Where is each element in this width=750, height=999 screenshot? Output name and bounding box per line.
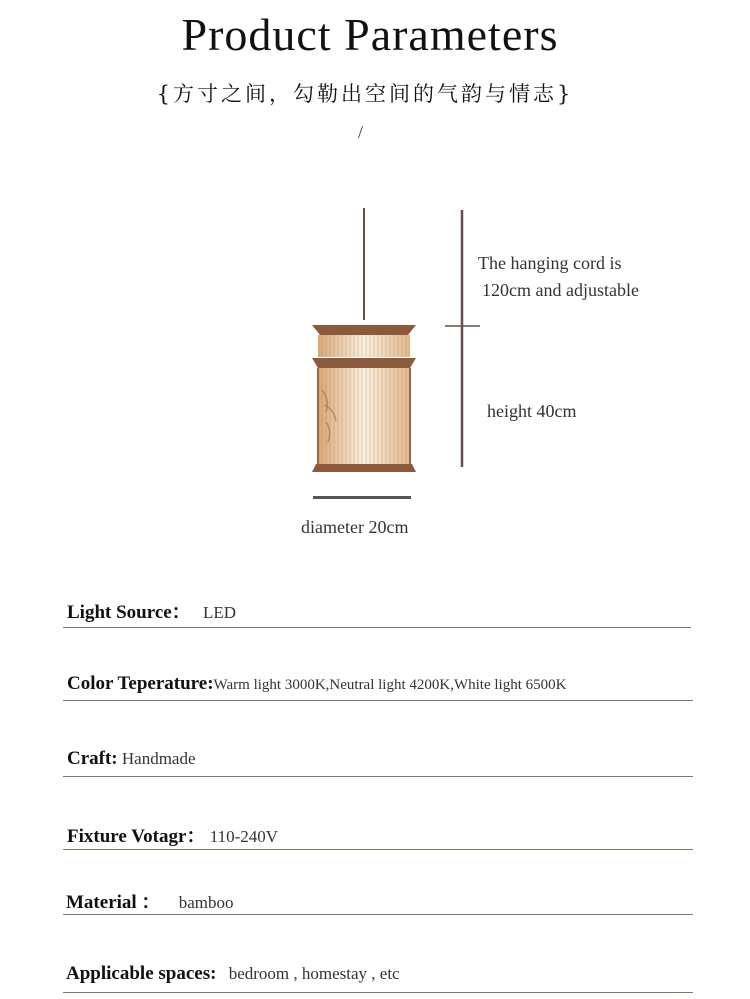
spec-label: Applicable spaces:: [66, 963, 217, 984]
spec-value: bedroom , homestay , etc: [228, 964, 400, 983]
page-subtitle: {方寸之间，勾勒出空间的气韵与情志}: [156, 82, 574, 106]
spec-label: Light Source：: [67, 602, 191, 623]
spec-color-temperature: [67, 673, 692, 695]
spec-label: Craft:: [67, 748, 118, 769]
spec-light-source: [67, 597, 692, 624]
spec-value: LED: [202, 603, 236, 622]
cord-note-line2: 120cm and adjustable: [482, 280, 639, 300]
spec-value: bamboo: [178, 893, 234, 912]
spec-craft: [67, 748, 692, 770]
spec-rule: [63, 776, 693, 777]
spec-rule: [63, 700, 693, 701]
pendant-lamp-image: [300, 200, 430, 500]
spec-value: Handmade: [117, 749, 196, 768]
spec-label: Fixture Votagr：: [67, 826, 206, 847]
cord-length-note: [478, 250, 639, 304]
diameter-note: diameter 20cm: [301, 517, 409, 537]
divider-slash: /: [358, 122, 364, 142]
height-measure-line: [440, 205, 485, 470]
spec-rule: [63, 914, 693, 915]
diameter-measure-line: [313, 496, 411, 499]
spec-value: Warm light 3000K,Neutral light 4200K,White light 6500K: [213, 677, 567, 693]
spec-rule: [63, 627, 691, 628]
spec-voltage: [67, 821, 692, 848]
spec-rule: [63, 849, 693, 850]
height-note: height 40cm: [487, 401, 577, 421]
spec-label: Material ：: [66, 892, 161, 913]
spec-material: [66, 887, 691, 914]
cord-note-line1: The hanging cord is: [478, 253, 622, 273]
spec-rule: [63, 992, 693, 993]
page-title: Product Parameters: [181, 9, 559, 60]
spec-value: 110-240V: [209, 827, 279, 846]
spec-applicable-spaces: [66, 963, 691, 985]
spec-label: Color Teperature:: [67, 673, 214, 694]
